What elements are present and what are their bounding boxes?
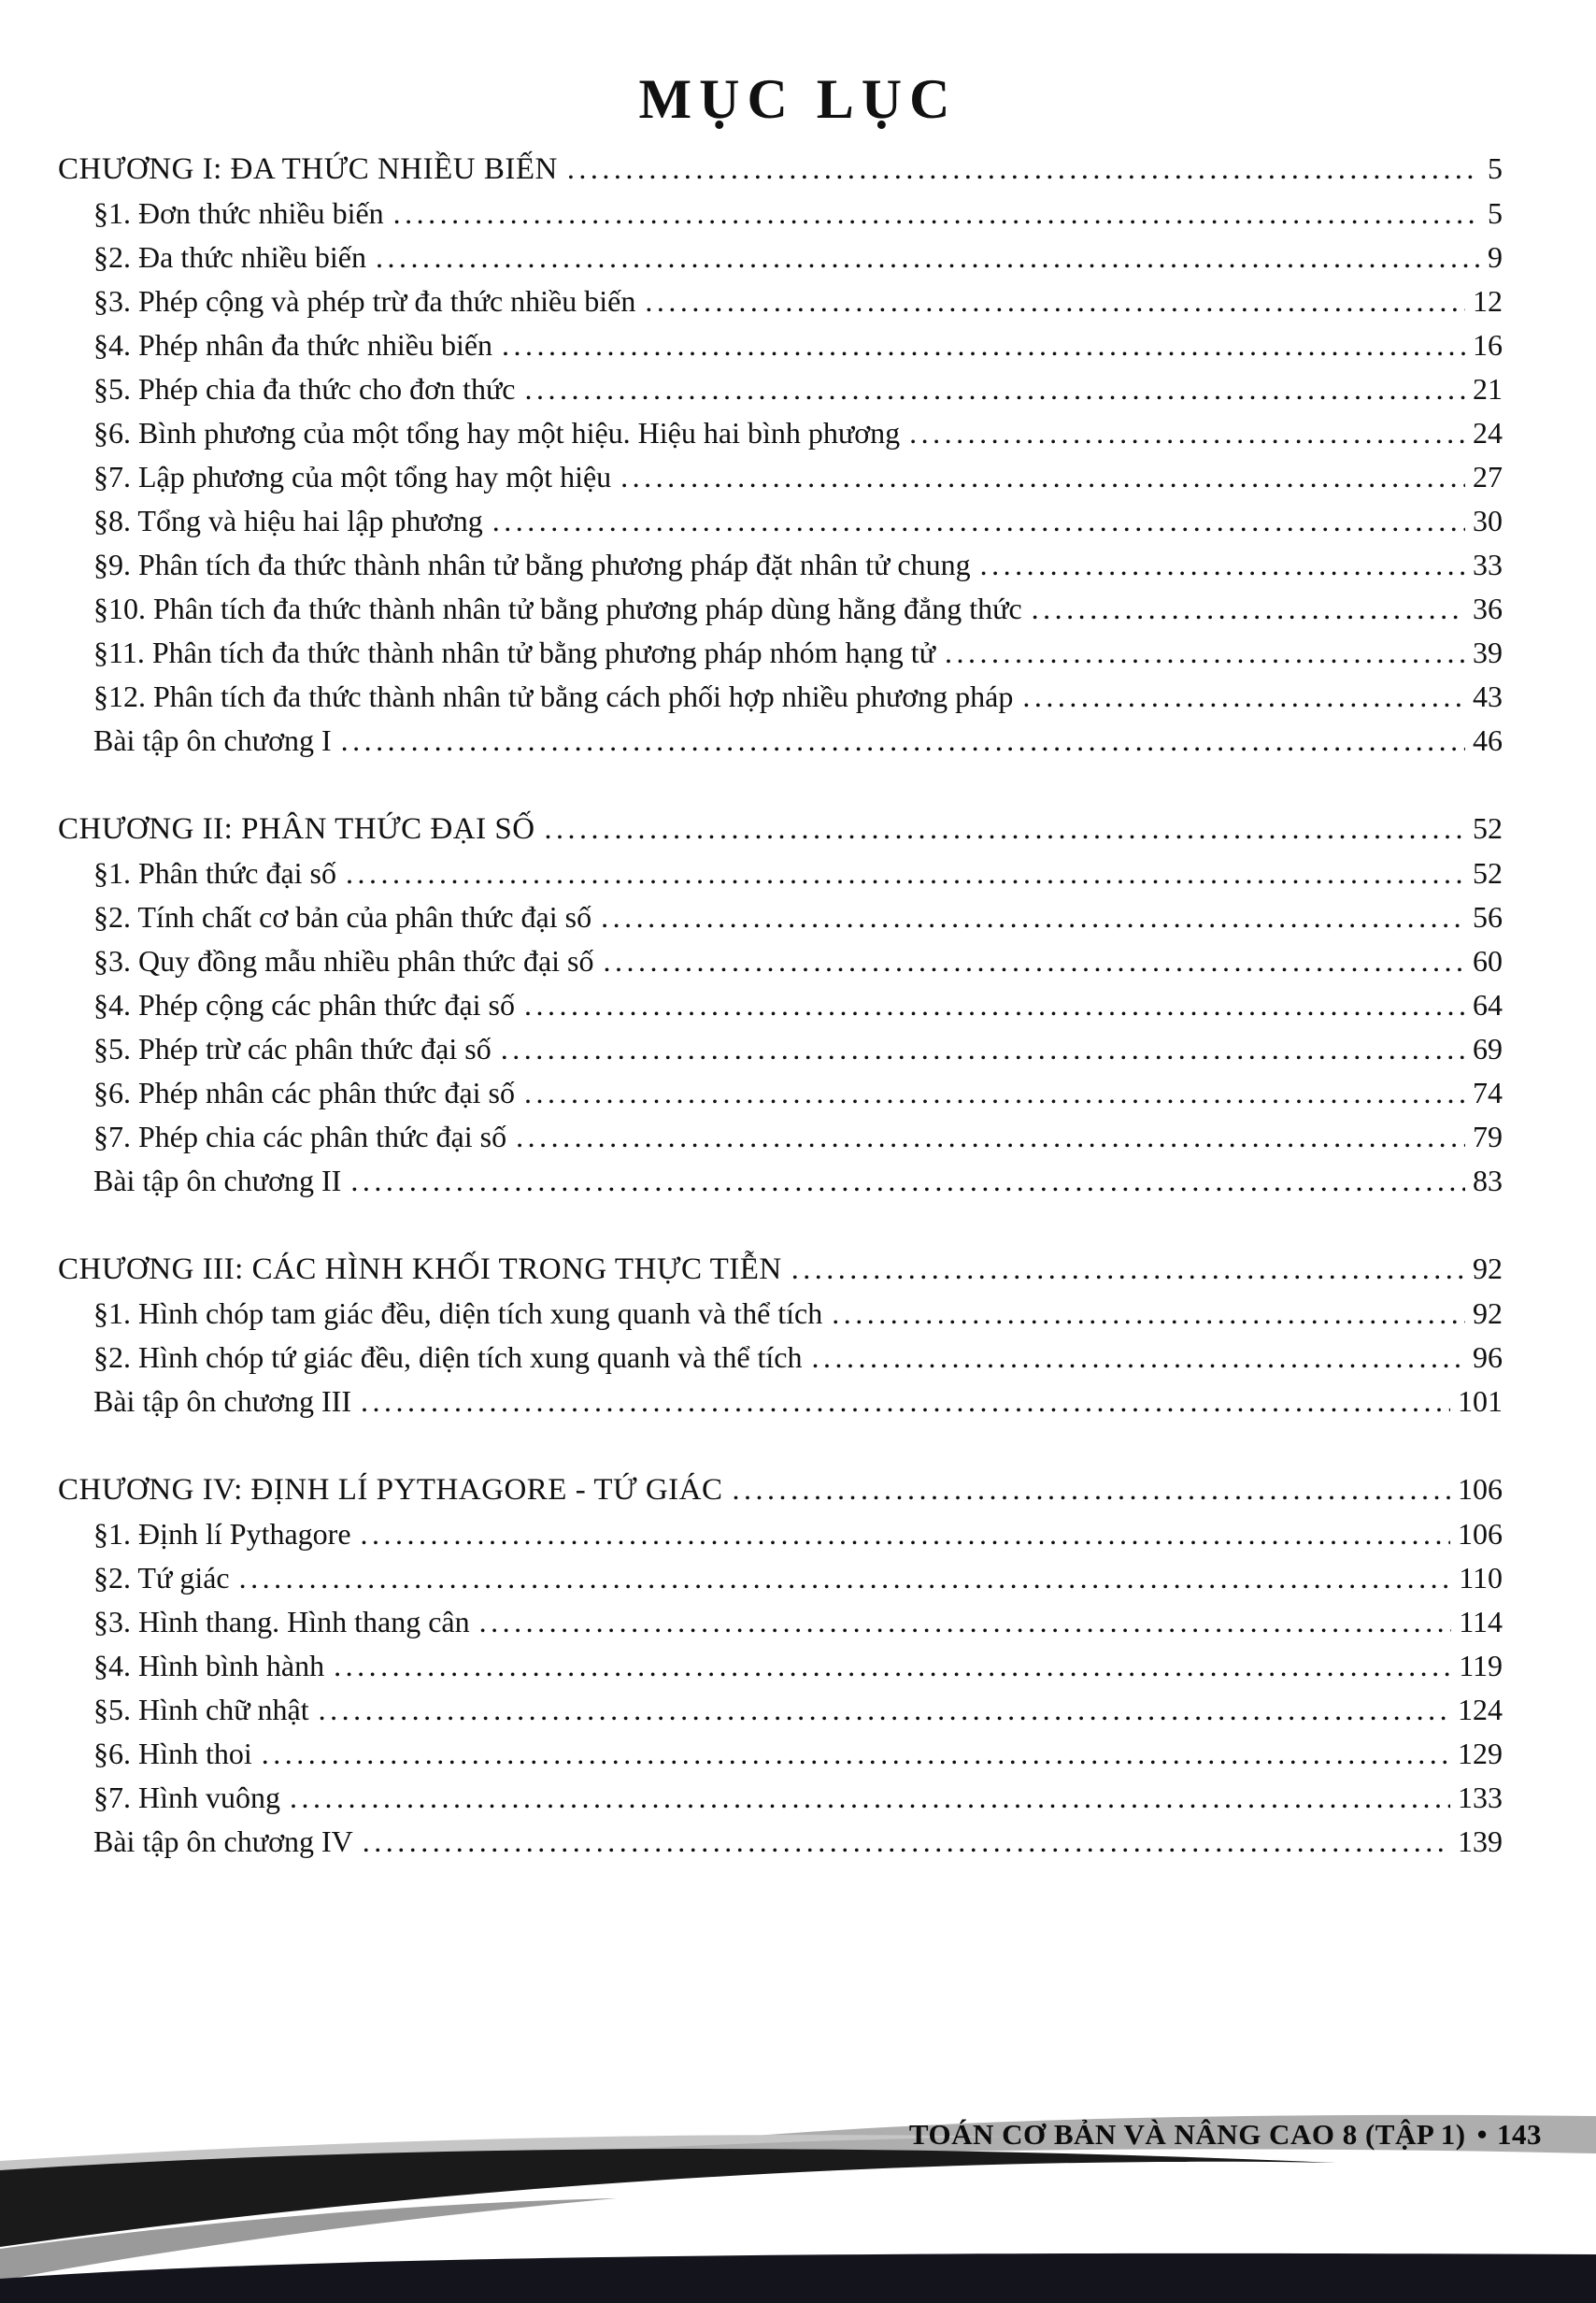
toc-entry-label: §5. Hình chữ nhật: [93, 1693, 309, 1726]
toc-entry: [58, 631, 1503, 675]
dotted-leader: [262, 1732, 1450, 1776]
bottom-decoration: [0, 2060, 1596, 2303]
toc-chapter: [58, 147, 1503, 763]
dotted-leader: [567, 147, 1480, 191]
dotted-leader: [319, 1688, 1450, 1732]
toc-entry: [58, 323, 1503, 367]
toc-entry: [58, 939, 1503, 983]
dotted-leader: [334, 1644, 1451, 1688]
toc-entry-label: §2. Đa thức nhiều biến: [93, 240, 366, 274]
toc-chapter-heading-page-number: 106: [1458, 1472, 1503, 1506]
toc-entry-label: §6. Bình phương của một tổng hay một hiệu. Hiệu hai bình phương: [93, 416, 901, 450]
toc-list: [58, 147, 1503, 1864]
toc-entry: [58, 719, 1503, 763]
toc-entry-page-number: 133: [1458, 1781, 1503, 1814]
toc-chapter-heading-page-number: 5: [1488, 151, 1503, 185]
dotted-leader: [393, 192, 1480, 236]
toc-entry: [58, 411, 1503, 455]
toc-entry-label: §7. Hình vuông: [93, 1781, 280, 1814]
toc-entry-label: §3. Quy đồng mẫu nhiều phân thức đại số: [93, 944, 594, 978]
toc-entry-label: §3. Hình thang. Hình thang cân: [93, 1605, 470, 1638]
dotted-leader: [346, 851, 1465, 895]
dotted-leader: [1032, 587, 1465, 631]
toc-entry: [58, 675, 1503, 719]
toc-entry-page-number: 12: [1473, 284, 1503, 318]
toc-entry-label: §1. Đơn thức nhiều biến: [93, 196, 384, 230]
toc-chapter-heading-label: CHƯƠNG IV: ĐỊNH LÍ PYTHAGORE - TỨ GIÁC: [58, 1473, 723, 1507]
toc-entry: [58, 1336, 1503, 1380]
dotted-leader: [601, 895, 1465, 939]
toc-entry: [58, 1820, 1503, 1864]
toc-entry-page-number: 74: [1473, 1076, 1503, 1109]
toc-entry: [58, 983, 1503, 1027]
dotted-leader: [733, 1467, 1450, 1511]
footer-page-number: 143: [1497, 2118, 1542, 2151]
toc-entry-label: §1. Phân thức đại số: [93, 856, 336, 890]
toc-entry-label: Bài tập ôn chương I: [93, 723, 332, 757]
toc-entry: [58, 1776, 1503, 1820]
toc-entry-page-number: 5: [1488, 196, 1503, 230]
toc-entry: [58, 455, 1503, 499]
toc-entry: [58, 1292, 1503, 1336]
toc-entry-page-number: 9: [1488, 240, 1503, 274]
toc-entry-label: §4. Phép nhân đa thức nhiều biến: [93, 328, 493, 362]
dotted-leader: [545, 807, 1465, 851]
dotted-leader: [945, 631, 1465, 675]
toc-entry: [58, 1644, 1503, 1688]
dotted-leader: [832, 1292, 1465, 1336]
toc-entry-page-number: 83: [1473, 1164, 1503, 1197]
toc-entry: [58, 1512, 1503, 1556]
toc-entry: [58, 1071, 1503, 1115]
footer-book-title: TOÁN CƠ BẢN VÀ NÂNG CAO 8 (TẬP 1): [908, 2118, 1466, 2151]
page-title: MỤC LỤC: [638, 68, 958, 130]
dotted-leader: [239, 1556, 1452, 1600]
dotted-leader: [361, 1512, 1450, 1556]
toc-entry-page-number: 24: [1473, 416, 1503, 450]
toc-entry-label: §4. Hình bình hành: [93, 1649, 325, 1682]
dotted-leader: [1022, 675, 1465, 719]
toc-chapter-heading: [58, 1467, 1503, 1512]
toc-entry-page-number: 52: [1473, 856, 1503, 890]
toc-entry-label: §2. Tính chất cơ bản của phân thức đại số: [93, 900, 592, 934]
toc-chapter-heading-label: CHƯƠNG III: CÁC HÌNH KHỐI TRONG THỰC TIỄN: [58, 1252, 782, 1286]
toc-entry: [58, 1732, 1503, 1776]
toc-entry-label: §2. Tứ giác: [93, 1561, 230, 1595]
dotted-leader: [501, 1027, 1465, 1071]
footer-separator: •: [1476, 2118, 1488, 2151]
toc-entry: [58, 499, 1503, 543]
toc-chapter-heading: [58, 147, 1503, 192]
dotted-leader: [620, 455, 1465, 499]
toc-entry-label: §10. Phân tích đa thức thành nhân tử bằng phương pháp dùng hằng đẳng thức: [93, 592, 1022, 625]
toc-entry-page-number: 46: [1473, 723, 1503, 757]
dotted-leader: [502, 323, 1465, 367]
dotted-leader: [524, 983, 1465, 1027]
dotted-leader: [341, 719, 1465, 763]
toc-entry-label: §8. Tổng và hiệu hai lập phương: [93, 504, 483, 537]
toc-entry: [58, 192, 1503, 236]
toc-entry-label: §5. Phép trừ các phân thức đại số: [93, 1032, 492, 1066]
toc-entry-label: §1. Hình chóp tam giác đều, diện tích xung quanh và thể tích: [93, 1296, 823, 1330]
toc-entry-page-number: 110: [1459, 1561, 1503, 1595]
toc-entry: [58, 1115, 1503, 1159]
toc-entry: [58, 236, 1503, 279]
toc-chapter-heading: [58, 1247, 1503, 1292]
toc-entry-page-number: 79: [1473, 1120, 1503, 1153]
toc-entry-page-number: 92: [1473, 1296, 1503, 1330]
toc-entry: [58, 895, 1503, 939]
toc-entry-page-number: 33: [1473, 548, 1503, 581]
toc-chapter-heading-label: CHƯƠNG I: ĐA THỨC NHIỀU BIẾN: [58, 152, 558, 186]
dotted-leader: [812, 1336, 1466, 1380]
toc-chapter-heading-label: CHƯƠNG II: PHÂN THỨC ĐẠI SỐ: [58, 812, 535, 846]
toc-entry: [58, 543, 1503, 587]
dotted-leader: [603, 939, 1465, 983]
dotted-leader: [525, 367, 1466, 411]
toc-entry-page-number: 16: [1473, 328, 1503, 362]
toc-entry: [58, 1380, 1503, 1423]
toc-entry-page-number: 39: [1473, 636, 1503, 669]
toc-entry-page-number: 60: [1473, 944, 1503, 978]
toc-chapter: [58, 1467, 1503, 1864]
dotted-leader: [290, 1776, 1450, 1820]
toc-entry-page-number: 101: [1458, 1384, 1503, 1418]
dotted-leader: [524, 1071, 1465, 1115]
dotted-leader: [376, 236, 1480, 279]
toc-entry-page-number: 119: [1459, 1649, 1503, 1682]
toc-entry-page-number: 43: [1473, 679, 1503, 713]
dotted-leader: [645, 279, 1465, 323]
toc-entry-label: §12. Phân tích đa thức thành nhân tử bằng cách phối hợp nhiều phương pháp: [93, 679, 1014, 713]
dotted-leader: [361, 1380, 1450, 1423]
toc-entry-page-number: 129: [1458, 1737, 1503, 1770]
toc-entry-page-number: 124: [1458, 1693, 1503, 1726]
toc-entry-label: §2. Hình chóp tứ giác đều, diện tích xung quanh và thể tích: [93, 1340, 803, 1374]
toc-entry-label: §6. Phép nhân các phân thức đại số: [93, 1076, 515, 1109]
toc-entry: [58, 851, 1503, 895]
toc-entry-page-number: 106: [1458, 1517, 1503, 1551]
toc-chapter-heading-page-number: 52: [1473, 811, 1503, 845]
toc-entry: [58, 587, 1503, 631]
toc-entry-label: §11. Phân tích đa thức thành nhân tử bằng phương pháp nhóm hạng tử: [93, 636, 935, 669]
toc-entry: [58, 1159, 1503, 1203]
toc-entry-page-number: 21: [1473, 372, 1503, 406]
toc-entry-label: §7. Phép chia các phân thức đại số: [93, 1120, 507, 1153]
toc-entry-label: §9. Phân tích đa thức thành nhân tử bằng phương pháp đặt nhân tử chung: [93, 548, 971, 581]
dotted-leader: [350, 1159, 1465, 1203]
toc-chapter: [58, 807, 1503, 1203]
dotted-leader: [492, 499, 1465, 543]
dotted-leader: [516, 1115, 1465, 1159]
toc-entry: [58, 1688, 1503, 1732]
dotted-leader: [980, 543, 1465, 587]
toc-entry-page-number: 27: [1473, 460, 1503, 494]
toc-entry-label: §3. Phép cộng và phép trừ đa thức nhiều biến: [93, 284, 636, 318]
toc-entry-label: Bài tập ôn chương IV: [93, 1824, 353, 1858]
toc-entry-page-number: 69: [1473, 1032, 1503, 1066]
toc-entry-page-number: 56: [1473, 900, 1503, 934]
toc-chapter: [58, 1247, 1503, 1423]
footer: [909, 2118, 1542, 2152]
toc-entry-page-number: 64: [1473, 988, 1503, 1022]
toc-entry-label: §1. Định lí Pythagore: [93, 1517, 351, 1551]
bottom-band: [0, 2253, 1596, 2303]
toc-entry: [58, 1556, 1503, 1600]
toc-entry: [58, 367, 1503, 411]
toc-entry-page-number: 36: [1473, 592, 1503, 625]
toc-entry-label: §6. Hình thoi: [93, 1737, 252, 1770]
toc-entry-page-number: 139: [1458, 1824, 1503, 1858]
toc-chapter-heading: [58, 807, 1503, 851]
dotted-leader: [909, 411, 1465, 455]
toc-entry-label: §7. Lập phương của một tổng hay một hiệu: [93, 460, 612, 494]
toc-entry: [58, 279, 1503, 323]
toc-entry-page-number: 114: [1459, 1605, 1503, 1638]
toc-entry-label: Bài tập ôn chương II: [93, 1164, 342, 1197]
dotted-leader: [479, 1600, 1452, 1644]
dotted-leader: [363, 1820, 1450, 1864]
dotted-leader: [791, 1247, 1465, 1291]
toc-entry-page-number: 96: [1473, 1340, 1503, 1374]
toc-chapter-heading-page-number: 92: [1473, 1252, 1503, 1285]
toc-entry: [58, 1600, 1503, 1644]
toc-entry-label: §4. Phép cộng các phân thức đại số: [93, 988, 515, 1022]
toc-entry-label: §5. Phép chia đa thức cho đơn thức: [93, 372, 516, 406]
toc-entry-label: Bài tập ôn chương III: [93, 1384, 351, 1418]
toc-entry: [58, 1027, 1503, 1071]
toc-entry-page-number: 30: [1473, 504, 1503, 537]
